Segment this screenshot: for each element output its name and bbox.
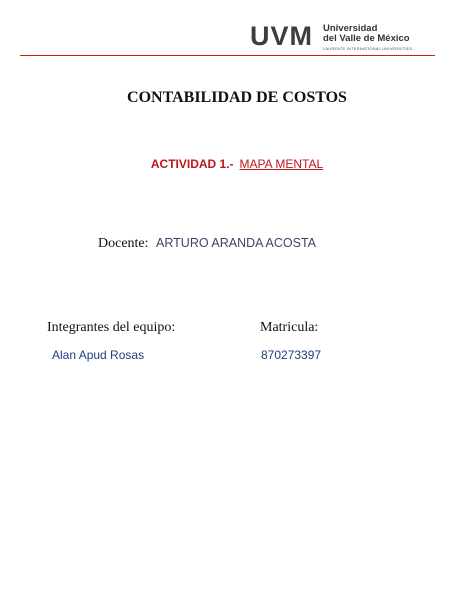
logo-tagline: LAUREATE INTERNATIONAL UNIVERSITIES: [323, 46, 413, 51]
member-student-id: 870273397: [261, 348, 322, 362]
student-id-label: Matricula:: [260, 320, 319, 335]
logo-line-valle-de-mexico: del Valle de México: [323, 33, 410, 44]
logo-line-universidad: Universidad: [323, 23, 378, 34]
uvm-wordmark: UVM: [250, 21, 313, 51]
teacher-name: ARTURO ARANDA ACOSTA: [156, 236, 317, 250]
activity-label: ACTIVIDAD 1.-: [150, 157, 234, 171]
teacher-line: [98, 236, 316, 252]
activity-heading: [0, 157, 474, 171]
member-name: Alan Apud Rosas: [52, 348, 145, 362]
teacher-label: Docente:: [98, 236, 149, 251]
team-members-label: Integrantes del equipo:: [47, 320, 176, 335]
header-divider: [20, 55, 435, 56]
university-name: [323, 24, 412, 51]
document-title: CONTABILIDAD DE COSTOS: [127, 89, 347, 106]
activity-name: MAPA MENTAL: [239, 157, 324, 171]
uvm-logo: [250, 22, 425, 50]
